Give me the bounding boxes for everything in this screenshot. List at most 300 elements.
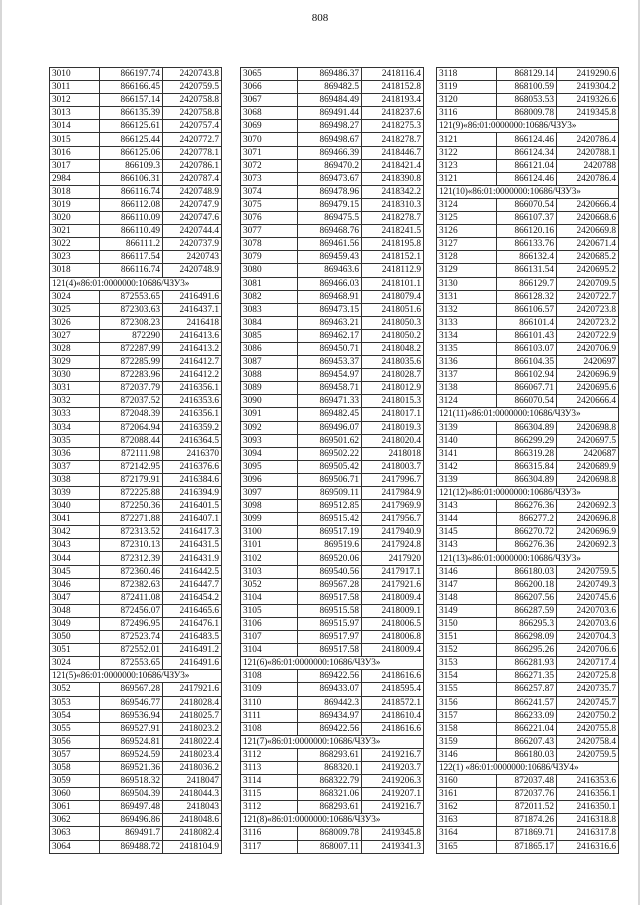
coord-y: 2416454.2 — [163, 591, 222, 604]
coord-y: 2419341.3 — [362, 840, 424, 853]
table-row — [437, 460, 619, 473]
coord-x: 868293.61 — [298, 801, 362, 814]
coord-x: 866128.32 — [497, 290, 557, 303]
section-title: 122(1) «86:01:0000000:10686/ЧЗУ4» — [437, 761, 619, 774]
table-row — [241, 500, 424, 513]
point-number: 3094 — [241, 447, 298, 460]
section-title: 121(6)«86:01:0000000:10686/ЧЗУ3» — [241, 657, 424, 670]
coord-y: 2416364.5 — [163, 434, 222, 447]
table-row — [437, 565, 619, 578]
point-number: 3076 — [241, 212, 298, 225]
coord-y: 2418112.9 — [362, 264, 424, 277]
coord-x: 866132.4 — [497, 251, 557, 264]
point-number: 3081 — [241, 277, 298, 290]
coord-y: 2420723.2 — [557, 316, 619, 329]
coord-y: 2419326.6 — [557, 94, 619, 107]
coord-x: 869517.58 — [298, 591, 362, 604]
coord-y: 2416418 — [163, 316, 222, 329]
point-number: 3025 — [50, 303, 100, 316]
coord-y: 2420748.9 — [163, 264, 222, 277]
table-row — [437, 159, 619, 172]
point-number: 3095 — [241, 460, 298, 473]
coord-x: 869491.44 — [298, 107, 362, 120]
coord-y: 2418051.6 — [362, 303, 424, 316]
coord-x: 872037.79 — [100, 382, 163, 395]
table-row — [437, 788, 619, 801]
coord-x: 869504.39 — [100, 788, 163, 801]
table-row — [50, 526, 222, 539]
coord-x: 869484.49 — [298, 94, 362, 107]
table-row — [50, 722, 222, 735]
table-row — [50, 683, 222, 696]
point-number: 3069 — [241, 120, 298, 133]
coord-y: 2420755.8 — [557, 722, 619, 735]
point-number: 3159 — [437, 735, 497, 748]
table-row — [50, 107, 222, 120]
coord-y: 2416370 — [163, 447, 222, 460]
table-row — [50, 81, 222, 94]
point-number: 3075 — [241, 198, 298, 211]
coord-x: 869536.94 — [100, 709, 163, 722]
coord-x: 872111.98 — [100, 447, 163, 460]
coord-x: 869454.97 — [298, 369, 362, 382]
point-number: 3037 — [50, 460, 100, 473]
coord-x: 866124.46 — [497, 172, 557, 185]
coord-x: 869567.28 — [100, 683, 163, 696]
coord-x: 868320.1 — [298, 761, 362, 774]
point-number: 3045 — [50, 565, 100, 578]
table-row — [241, 408, 424, 421]
coord-y: 2420692.3 — [557, 500, 619, 513]
table-row — [437, 369, 619, 382]
section-header-row — [241, 735, 424, 748]
table-row — [241, 290, 424, 303]
coord-x: 866103.07 — [497, 342, 557, 355]
coord-y: 2420706.9 — [557, 342, 619, 355]
point-number: 3017 — [50, 159, 100, 172]
coord-y: 2420696.8 — [557, 513, 619, 526]
coord-y: 2418028.4 — [163, 696, 222, 709]
table-row — [241, 172, 424, 185]
point-number: 3143 — [437, 539, 497, 552]
point-number: 3098 — [241, 500, 298, 513]
table-row — [437, 329, 619, 342]
point-number: 3130 — [437, 277, 497, 290]
coord-x: 868322.79 — [298, 775, 362, 788]
point-number: 3122 — [437, 146, 497, 159]
point-number: 3024 — [50, 290, 100, 303]
coord-y: 2420748.9 — [163, 185, 222, 198]
point-number: 3073 — [241, 172, 298, 185]
point-number: 3067 — [241, 94, 298, 107]
table-row — [50, 290, 222, 303]
table-row — [50, 251, 222, 264]
coord-y: 2418421.4 — [362, 159, 424, 172]
coord-y: 2418043 — [163, 801, 222, 814]
coord-x: 869422.56 — [298, 722, 362, 735]
point-number: 3158 — [437, 722, 497, 735]
coord-y: 2420749.3 — [557, 578, 619, 591]
coord-y: 2420743 — [163, 251, 222, 264]
coord-x: 872523.74 — [100, 631, 163, 644]
point-number: 3021 — [50, 225, 100, 238]
point-number: 3113 — [241, 761, 298, 774]
table-row — [50, 500, 222, 513]
point-number: 3105 — [241, 604, 298, 617]
coord-y: 2419290.6 — [557, 68, 619, 81]
coord-y: 2418015.3 — [362, 395, 424, 408]
coord-y: 2418036.2 — [163, 761, 222, 774]
coord-y: 2420692.3 — [557, 539, 619, 552]
coord-x: 866112.08 — [100, 198, 163, 211]
coord-x: 866281.93 — [497, 657, 557, 670]
point-number: 3054 — [50, 709, 100, 722]
coord-y: 2420786.4 — [557, 133, 619, 146]
table-row — [241, 382, 424, 395]
coord-y: 2420788.1 — [557, 146, 619, 159]
point-number: 3111 — [241, 709, 298, 722]
coord-y: 2419206.3 — [362, 775, 424, 788]
coord-x: 872312.39 — [100, 552, 163, 565]
point-number: 3015 — [50, 133, 100, 146]
table-row — [50, 473, 222, 486]
table-row — [437, 107, 619, 120]
table-row — [437, 683, 619, 696]
coord-x: 866124.46 — [497, 133, 557, 146]
point-number: 3090 — [241, 395, 298, 408]
coord-y: 2420757.4 — [163, 120, 222, 133]
table-row — [437, 801, 619, 814]
coord-x: 866241.57 — [497, 696, 557, 709]
coord-y: 2420778.1 — [163, 146, 222, 159]
table-row — [50, 329, 222, 342]
table-row — [50, 185, 222, 198]
coord-y: 2420703.6 — [557, 604, 619, 617]
coord-x: 868321.06 — [298, 788, 362, 801]
point-number: 3112 — [241, 748, 298, 761]
point-number: 3019 — [50, 198, 100, 211]
coord-y: 2420685.2 — [557, 251, 619, 264]
coord-y: 2418278.7 — [362, 212, 424, 225]
coord-y: 2416412.2 — [163, 369, 222, 382]
coord-x: 872552.01 — [100, 644, 163, 657]
coord-x: 866111.2 — [100, 238, 163, 251]
table-row — [241, 68, 424, 81]
table-row — [241, 238, 424, 251]
coord-x: 869518.32 — [100, 775, 163, 788]
point-number: 3086 — [241, 342, 298, 355]
coord-y: 2418018 — [362, 447, 424, 460]
point-number: 3088 — [241, 369, 298, 382]
coord-y: 2420698.8 — [557, 473, 619, 486]
point-number: 3139 — [437, 473, 497, 486]
table-row — [241, 225, 424, 238]
coord-x: 869462.17 — [298, 329, 362, 342]
table-row — [50, 434, 222, 447]
table-row — [50, 369, 222, 382]
table-row — [241, 81, 424, 94]
table-row — [50, 591, 222, 604]
coord-y: 2418003.7 — [362, 460, 424, 473]
point-number: 3141 — [437, 447, 497, 460]
table-row — [437, 277, 619, 290]
coord-y: 2418241.5 — [362, 225, 424, 238]
coord-x: 866102.94 — [497, 369, 557, 382]
point-number: 3107 — [241, 631, 298, 644]
table-row — [241, 185, 424, 198]
table-row — [437, 775, 619, 788]
coord-x: 872360.46 — [100, 565, 163, 578]
coord-x: 866221.04 — [497, 722, 557, 735]
table-row — [437, 68, 619, 81]
point-number: 3127 — [437, 238, 497, 251]
point-number: 3110 — [241, 696, 298, 709]
coord-y: 2418025.7 — [163, 709, 222, 722]
table-row — [50, 447, 222, 460]
coord-x: 866067.71 — [497, 382, 557, 395]
point-number: 3145 — [437, 526, 497, 539]
point-number: 3137 — [437, 369, 497, 382]
table-row — [241, 801, 424, 814]
point-number: 3112 — [241, 801, 298, 814]
point-number: 3040 — [50, 500, 100, 513]
coord-y: 2416317.8 — [557, 827, 619, 840]
point-number: 3085 — [241, 329, 298, 342]
point-number: 3106 — [241, 617, 298, 630]
point-number: 3092 — [241, 421, 298, 434]
coord-x: 869515.58 — [298, 604, 362, 617]
table-row — [50, 356, 222, 369]
coord-x: 866125.44 — [100, 133, 163, 146]
coord-y: 2418047 — [163, 775, 222, 788]
left-scan-edge — [0, 0, 2, 905]
section-header-row — [437, 185, 619, 198]
table-row — [437, 735, 619, 748]
coord-y: 2420759.5 — [163, 81, 222, 94]
coord-x: 866125.06 — [100, 146, 163, 159]
coordinates-table-2 — [240, 67, 424, 854]
table-row — [437, 840, 619, 853]
point-number: 3108 — [241, 670, 298, 683]
coord-x: 866257.87 — [497, 683, 557, 696]
coord-x: 866101.43 — [497, 329, 557, 342]
section-header-row — [437, 408, 619, 421]
table-row — [241, 644, 424, 657]
table-row — [50, 552, 222, 565]
coord-y: 2420668.6 — [557, 212, 619, 225]
table-row — [437, 709, 619, 722]
point-number: 3153 — [437, 657, 497, 670]
point-number: 3027 — [50, 329, 100, 342]
table-row — [50, 408, 222, 421]
point-number: 3064 — [50, 840, 100, 853]
table-row — [50, 709, 222, 722]
coord-x: 868129.14 — [497, 68, 557, 81]
point-number: 3144 — [437, 513, 497, 526]
table-row — [241, 539, 424, 552]
point-number: 3062 — [50, 814, 100, 827]
table-row — [437, 604, 619, 617]
coord-x: 866315.84 — [497, 460, 557, 473]
table-row — [241, 840, 424, 853]
coord-y: 2418237.6 — [362, 107, 424, 120]
coord-y: 2416384.6 — [163, 473, 222, 486]
table-row — [241, 264, 424, 277]
table-row — [437, 238, 619, 251]
coord-x: 869521.36 — [100, 761, 163, 774]
table-row — [50, 264, 222, 277]
point-number: 3051 — [50, 644, 100, 657]
coord-y: 2420666.4 — [557, 198, 619, 211]
coord-x: 866106.31 — [100, 172, 163, 185]
point-number: 3023 — [50, 251, 100, 264]
coord-x: 871874.26 — [497, 814, 557, 827]
section-title: 121(9)«86:01:0000000:10686/ЧЗУ3» — [437, 120, 619, 133]
point-number: 3089 — [241, 382, 298, 395]
coord-y: 2418278.7 — [362, 133, 424, 146]
point-number: 3042 — [50, 526, 100, 539]
coord-x: 869567.28 — [298, 578, 362, 591]
coord-x: 866207.43 — [497, 735, 557, 748]
coord-x: 866129.7 — [497, 277, 557, 290]
point-number: 3104 — [241, 591, 298, 604]
coord-y: 2416437.1 — [163, 303, 222, 316]
coord-x: 869491.7 — [100, 827, 163, 840]
coord-x: 869463.6 — [298, 264, 362, 277]
coord-x: 869471.33 — [298, 395, 362, 408]
coord-y: 2420709.5 — [557, 277, 619, 290]
coord-x: 869442.3 — [298, 696, 362, 709]
coord-x: 872290 — [100, 329, 163, 342]
point-number: 3134 — [437, 329, 497, 342]
point-number: 3138 — [437, 382, 497, 395]
coord-x: 866287.59 — [497, 604, 557, 617]
point-number: 3151 — [437, 631, 497, 644]
section-title: 121(7)«86:01:0000000:10686/ЧЗУ3» — [241, 735, 424, 748]
table-row — [50, 159, 222, 172]
coord-x: 866107.37 — [497, 212, 557, 225]
table-row — [241, 513, 424, 526]
table-row — [50, 539, 222, 552]
coord-y: 2416356.1 — [163, 408, 222, 421]
table-row — [437, 81, 619, 94]
coord-x: 869517.19 — [298, 526, 362, 539]
point-number: 3147 — [437, 578, 497, 591]
coord-y: 2418048.2 — [362, 342, 424, 355]
coord-y: 2416483.5 — [163, 631, 222, 644]
coord-y: 2418006.5 — [362, 617, 424, 630]
coord-y: 2420717.4 — [557, 657, 619, 670]
table-row — [437, 722, 619, 735]
coord-x: 869468.76 — [298, 225, 362, 238]
coord-x: 866116.74 — [100, 264, 163, 277]
table-row — [241, 748, 424, 761]
coord-y: 2418006.8 — [362, 631, 424, 644]
coord-x: 868100.59 — [497, 81, 557, 94]
coord-x: 872303.63 — [100, 303, 163, 316]
coord-x: 866298.09 — [497, 631, 557, 644]
point-number: 3018 — [50, 264, 100, 277]
coord-x: 866124.34 — [497, 146, 557, 159]
coord-x: 872411.08 — [100, 591, 163, 604]
coord-x: 866276.36 — [497, 500, 557, 513]
coord-x: 866166.45 — [100, 81, 163, 94]
coord-x: 866135.39 — [100, 107, 163, 120]
coord-x: 866133.76 — [497, 238, 557, 251]
coord-y: 2419345.8 — [557, 107, 619, 120]
table-row — [437, 94, 619, 107]
coord-x: 869473.67 — [298, 172, 362, 185]
point-number: 3124 — [437, 198, 497, 211]
table-row — [50, 238, 222, 251]
coord-x: 869450.71 — [298, 342, 362, 355]
section-header-row — [50, 670, 222, 683]
table-row — [50, 814, 222, 827]
table-row — [437, 670, 619, 683]
coord-x: 869479.15 — [298, 198, 362, 211]
coord-y: 2420735.7 — [557, 683, 619, 696]
coord-x: 866070.54 — [497, 395, 557, 408]
coord-x: 869498.27 — [298, 120, 362, 133]
point-number: 3063 — [50, 827, 100, 840]
coord-y: 2416353.6 — [163, 395, 222, 408]
table-row — [437, 631, 619, 644]
table-row — [437, 172, 619, 185]
table-row — [50, 146, 222, 159]
point-number: 3103 — [241, 565, 298, 578]
section-header-row — [437, 552, 619, 565]
point-number: 3139 — [437, 421, 497, 434]
point-number: 3101 — [241, 539, 298, 552]
coord-y: 2416407.1 — [163, 513, 222, 526]
point-number: 3060 — [50, 788, 100, 801]
coord-x: 872037.52 — [100, 395, 163, 408]
point-number: 3109 — [241, 683, 298, 696]
coord-y: 2418023.4 — [163, 748, 222, 761]
point-number: 3152 — [437, 644, 497, 657]
point-number: 3135 — [437, 342, 497, 355]
point-number: 3026 — [50, 316, 100, 329]
table-row — [50, 172, 222, 185]
point-number: 3131 — [437, 290, 497, 303]
point-number: 3136 — [437, 356, 497, 369]
coord-x: 872553.65 — [100, 290, 163, 303]
coord-y: 2416412.7 — [163, 356, 222, 369]
coord-x: 872064.94 — [100, 421, 163, 434]
section-header-row — [241, 814, 424, 827]
table-row — [241, 212, 424, 225]
point-number: 3070 — [241, 133, 298, 146]
coord-y: 2418028.7 — [362, 369, 424, 382]
coord-x: 866101.4 — [497, 316, 557, 329]
point-number: 3165 — [437, 840, 497, 853]
table-row — [437, 434, 619, 447]
point-number: 3080 — [241, 264, 298, 277]
point-number: 3077 — [241, 225, 298, 238]
coordinates-table-1 — [49, 67, 222, 854]
coord-y: 2420745.6 — [557, 591, 619, 604]
coord-y: 2420744.4 — [163, 225, 222, 238]
coord-x: 866233.09 — [497, 709, 557, 722]
coord-y: 2420689.9 — [557, 460, 619, 473]
coord-y: 2420743.8 — [163, 68, 222, 81]
point-number: 3059 — [50, 775, 100, 788]
point-number: 3096 — [241, 473, 298, 486]
point-number: 3034 — [50, 421, 100, 434]
table-row — [50, 840, 222, 853]
coord-y: 2418616.6 — [362, 722, 424, 735]
coord-y: 2416359.2 — [163, 421, 222, 434]
